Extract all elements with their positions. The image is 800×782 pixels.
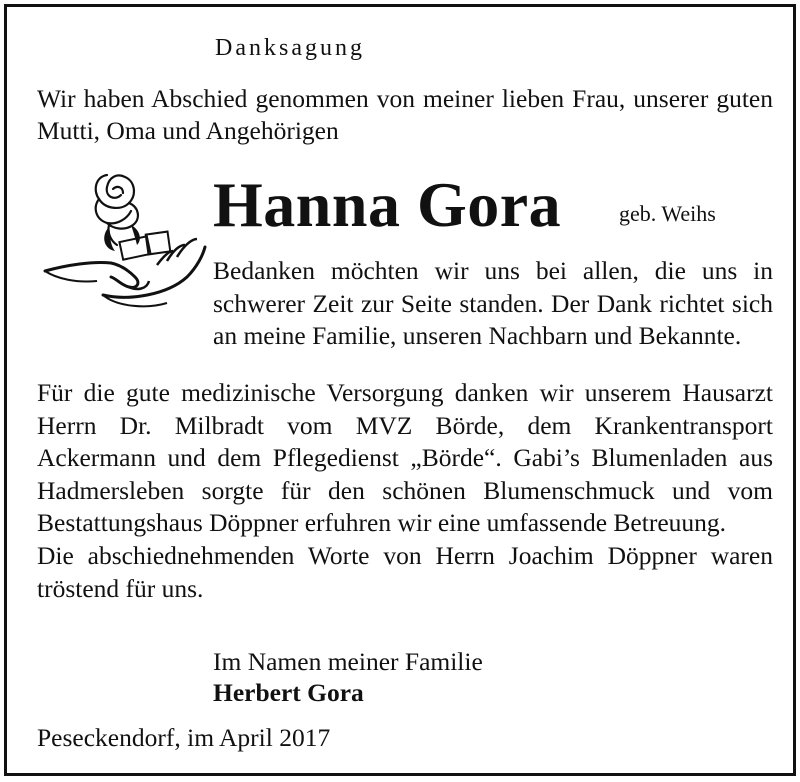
obituary-notice: [4, 4, 796, 776]
place-date: Peseckendorf, im April 2017: [37, 723, 331, 752]
signature-name: Herbert Gora: [213, 678, 364, 707]
notice-heading: Danksagung: [215, 35, 365, 61]
thanks-text: Bedanken möchten wir uns bei allen, die uns in schwerer Zeit zur Seite standen. Der Dank richtet sich an meine Familie, unseren Nachbarn und Bekannte.: [213, 256, 773, 351]
body-text: [37, 377, 773, 605]
hands-holding-rose-icon: [37, 167, 213, 309]
intro-text: Wir haben Abschied genommen von meiner lieben Frau, unserer guten Mutti, Oma und Angehörigen: [37, 84, 773, 145]
deceased-name: Hanna Gora: [213, 169, 562, 240]
body-paragraph: Für die gute medizinische Versorgung danken wir unserem Hausarzt Herrn Dr. Milbradt vom MVZ Börde, dem Krankentransport Ackermann und dem Pflegedienst „Börde“. Gabi’s Blumenladen aus Hadmersleben sorgte für den schönen Blumenschmuck und vom Bestattungshaus Döppner erfuhren wir eine umfassende Betreuung.: [37, 378, 773, 538]
signature-line: Im Namen meiner Familie: [213, 647, 483, 676]
body-paragraph: Die abschiednehmenden Worte von Herrn Joachim Döppner waren tröstend für uns.: [37, 540, 773, 603]
birth-name: geb. Weihs: [619, 201, 716, 226]
